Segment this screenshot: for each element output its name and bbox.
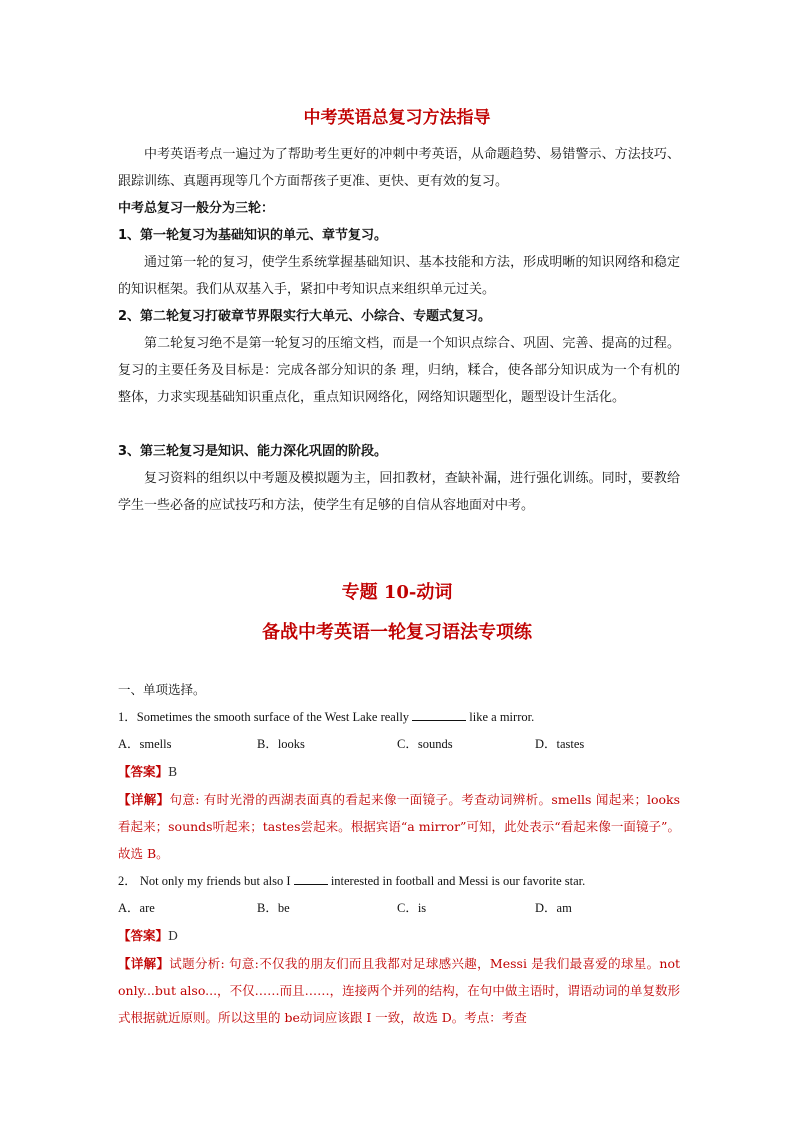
question-2-explanation (118, 950, 680, 1031)
round2-heading: 2、第二轮复习打破章节界限实行大单元、小综合、专题式复习。 (118, 309, 492, 324)
guide-title: 中考英语总复习方法指导 (303, 108, 491, 128)
answer-tag: 【答案】 (118, 764, 169, 779)
explain-text: 句意: 有时光滑的西湖表面真的看起来像一面镜子。考查动词辨析。smells 闻起来；looks 看起来；sounds听起来；tastes尝起来。根据宾语“a mirror”可知，此处表示“看起来像一面镜子”。故选 B。 (118, 792, 680, 861)
explain-tag: 【详解】 (118, 956, 170, 971)
option-c: C．sounds (397, 737, 453, 751)
question-2-stem-before: 2． Not only my friends but also I (118, 874, 291, 888)
round1-heading: 1、第一轮复习为基础知识的单元、章节复习。 (118, 228, 388, 243)
question-2-answer (118, 926, 178, 946)
question-2-stem-after: interested in football and Messi is our favorite star. (330, 874, 586, 888)
answer-tag: 【答案】 (118, 928, 169, 943)
round1-paragraph: 通过第一轮的复习，使学生系统掌握基础知识、基本技能和方法，形成明晰的知识网络和稳定的知识框架。我们从双基入手，紧扣中考知识点来组织单元过关。 (118, 255, 680, 297)
question-2-stem (118, 871, 688, 891)
explain-tag: 【详解】 (118, 792, 170, 807)
option-d: D．am (535, 901, 572, 915)
question-1-stem-after: like a mirror. (469, 710, 535, 724)
option-d: D．tastes (535, 737, 585, 751)
answer-value: B (168, 764, 178, 779)
question-1-answer (118, 762, 177, 782)
question-1-stem (118, 707, 688, 727)
answer-value: D (168, 928, 179, 943)
question-1-blank (412, 707, 466, 721)
option-b: B．be (257, 901, 290, 915)
rounds-heading: 中考总复习一般分为三轮： (118, 201, 275, 216)
section-label: 一、单项选择。 (118, 683, 206, 697)
question-2-blank (294, 871, 328, 885)
round2-paragraph: 第二轮复习绝不是第一轮复习的压缩文档，而是一个知识点综合、巩固、完善、提高的过程。复习的主要任务及目标是：完成各部分知识的条 理，归纳，糅合，使各部分知识成为一个有机的整体，力求实现基础知识重点化，重点知识网络化，网络知识题型化，题型设计生活化。 (118, 336, 680, 405)
round3-paragraph: 复习资料的组织以中考题及模拟题为主，回扣教材，查缺补漏，进行强化训练。同时，要教给学生一些必备的应试技巧和方法，使学生有足够的自信从容地面对中考。 (118, 471, 680, 513)
topic-title: 专题 10-动词 (341, 582, 453, 603)
intro-paragraph: 中考英语考点一遍过为了帮助考生更好的冲刺中考英语，从命题趋势、易错警示、方法技巧、跟踪训练、真题再现等几个方面帮孩子更准、更快、更有效的复习。 (118, 147, 680, 189)
option-a: A．smells (118, 737, 172, 751)
explain-text: 试题分析: 句意:不仅我的朋友们而且我都对足球感兴趣，Messi 是我们最喜爱的球星。not only...but also...，不仅……而且……，连接两个并列的结构，在句中做主语时，谓语动词的单复数形式根据就近原则。所以这里的 be动词应该跟 I 一致，故选 D。考点：考查 (118, 956, 680, 1025)
option-a: A．are (118, 901, 155, 915)
option-c: C．is (397, 901, 427, 915)
round3-heading: 3、第三轮复习是知识、能力深化巩固的阶段。 (118, 444, 388, 459)
question-1-explanation (118, 786, 680, 867)
option-b: B．looks (257, 737, 305, 751)
topic-subtitle: 备战中考英语一轮复习语法专项练 (262, 622, 532, 643)
question-1-stem-before: 1．Sometimes the smooth surface of the West Lake really (118, 710, 410, 724)
